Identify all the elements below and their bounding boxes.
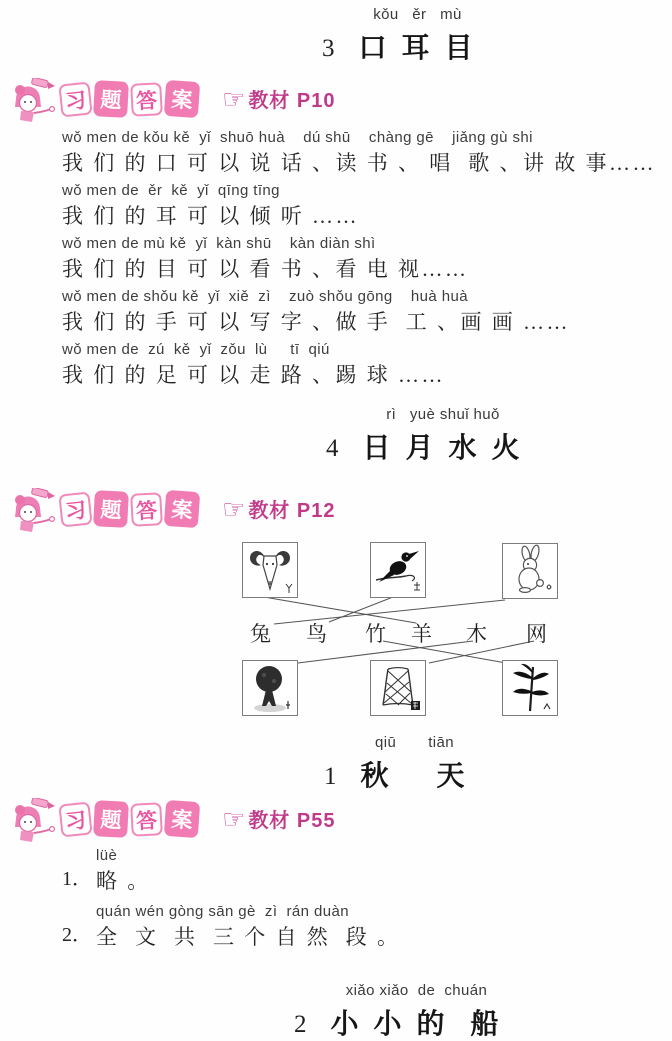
lesson-title-hanzi: 小 小 的 船 — [330, 1009, 503, 1040]
exercise-answers-badge — [60, 81, 199, 117]
answer-hanzi: 全 文 共 三 个 自 然 段 。 — [96, 925, 401, 949]
answer-line — [62, 234, 469, 283]
net-picture — [371, 661, 425, 715]
picture-box-tree — [242, 660, 298, 716]
match-character: 羊 — [411, 622, 432, 646]
match-character: 网 — [526, 622, 547, 646]
answer-pinyin: lüè — [96, 847, 118, 864]
girl-mascot-icon — [8, 488, 62, 534]
badge-tile: 题 — [93, 800, 129, 838]
picture-box-bamboo — [502, 660, 558, 716]
textbook-page-ref — [222, 494, 335, 523]
answer-hanzi: 略 。 — [96, 869, 151, 893]
answer-line — [62, 287, 570, 336]
lesson-title-hanzi: 秋 天 — [360, 761, 469, 792]
answer-line — [62, 128, 656, 177]
picture-box-ram — [242, 542, 298, 598]
badge-tile: 习 — [58, 81, 92, 117]
bamboo-picture — [503, 661, 557, 715]
match-character: 竹 — [365, 622, 386, 646]
lesson-title-pinyin: rì yuè shuǐ huǒ — [386, 406, 500, 423]
girl-mascot-icon — [8, 798, 62, 844]
badge-tile: 题 — [93, 80, 129, 118]
girl-mascot-icon — [8, 78, 62, 124]
lesson-title-kou-er-mu — [322, 6, 477, 66]
pointing-hand-icon: ☞ — [222, 83, 246, 114]
badge-tile: 习 — [58, 491, 92, 527]
answer-pinyin: wǒ men de zú kě yǐ zǒu lù tī qiú — [62, 341, 330, 358]
match-character: 鸟 — [306, 622, 327, 646]
ref-text: 教材 P12 — [248, 500, 336, 522]
lesson-title-pinyin: kǒu ěr mù — [373, 6, 462, 23]
lesson-title-pinyin: qiū tiān — [375, 734, 454, 751]
badge-tile: 习 — [58, 801, 92, 837]
matching-exercise — [230, 538, 582, 724]
lesson-number: 4 — [326, 435, 339, 462]
answer-number: 1． — [62, 868, 92, 890]
answer-line — [62, 340, 445, 389]
lesson-number: 2 — [294, 1011, 307, 1038]
picture-box-net — [370, 660, 426, 716]
answer-pinyin: wǒ men de kǒu kě yǐ shuō huà dú shū chàng gē jiǎng gù shi — [62, 129, 533, 146]
textbook-page-ref — [222, 804, 335, 833]
match-character: 木 — [466, 622, 487, 646]
picture-box-bird — [370, 542, 426, 598]
answer-pinyin: quán wén gòng sān gè zì rán duàn — [96, 903, 349, 920]
exercise-answers-badge — [60, 491, 199, 527]
answers-badge-row-3 — [0, 798, 672, 844]
numbered-answer-2 — [62, 902, 401, 951]
textbook-page-ref — [222, 84, 335, 113]
answer-hanzi: 我 们 的 手 可 以 写 字 、做 手 工 、画 画 …… — [62, 310, 570, 334]
badge-tile: 答 — [130, 492, 163, 527]
pointing-hand-icon: ☞ — [222, 493, 246, 524]
badge-tile: 答 — [130, 802, 163, 837]
badge-tile: 题 — [93, 490, 129, 528]
answers-badge-row-2 — [0, 488, 672, 534]
badge-tile: 案 — [164, 800, 200, 838]
numbered-answer-1 — [62, 846, 151, 895]
lesson-title-hanzi: 口 耳 目 — [358, 33, 477, 64]
answer-pinyin: wǒ men de mù kě yǐ kàn shū kàn diàn shì — [62, 235, 376, 252]
badge-tile: 案 — [164, 490, 200, 528]
pointing-hand-icon: ☞ — [222, 803, 246, 834]
lesson-title-ri-yue-shui-huo — [326, 406, 524, 466]
answer-hanzi: 我 们 的 耳 可 以 倾 听 …… — [62, 204, 359, 228]
lesson-number: 3 — [322, 35, 335, 62]
lesson-number: 1 — [324, 763, 337, 790]
ref-text: 教材 P55 — [248, 810, 336, 832]
lesson-title-pinyin: xiǎo xiǎo de chuán — [345, 982, 488, 999]
lesson-title-xiao-xiao-de-chuan — [294, 982, 503, 1041]
match-character: 兔 — [250, 622, 271, 646]
answer-hanzi: 我 们 的 足 可 以 走 路 、踢 球 …… — [62, 363, 445, 387]
bird-picture — [371, 543, 425, 597]
badge-tile: 案 — [164, 80, 200, 118]
answer-line — [62, 181, 359, 230]
answers-badge-row-1 — [0, 78, 672, 124]
badge-tile: 答 — [130, 82, 163, 117]
answer-hanzi: 我 们 的 口 可 以 说 话 、读 书 、 唱 歌 、讲 故 事…… — [62, 151, 656, 175]
rabbit-picture — [503, 544, 557, 598]
tree-picture — [243, 661, 297, 715]
answer-pinyin: wǒ men de shǒu kě yǐ xiě zì zuò shǒu gōng huà huà — [62, 288, 468, 305]
picture-box-rabbit — [502, 543, 558, 599]
answer-hanzi: 我 们 的 目 可 以 看 书 、看 电 视…… — [62, 257, 469, 281]
exercise-answers-badge — [60, 801, 199, 837]
ram-head-picture — [243, 543, 297, 597]
ref-text: 教材 P10 — [248, 90, 336, 112]
lesson-title-qiu-tian — [324, 734, 469, 794]
lesson-title-hanzi: 日 月 水 火 — [362, 433, 524, 464]
answer-number: 2． — [62, 924, 92, 946]
answer-pinyin: wǒ men de ěr kě yǐ qīng tīng — [62, 182, 280, 199]
